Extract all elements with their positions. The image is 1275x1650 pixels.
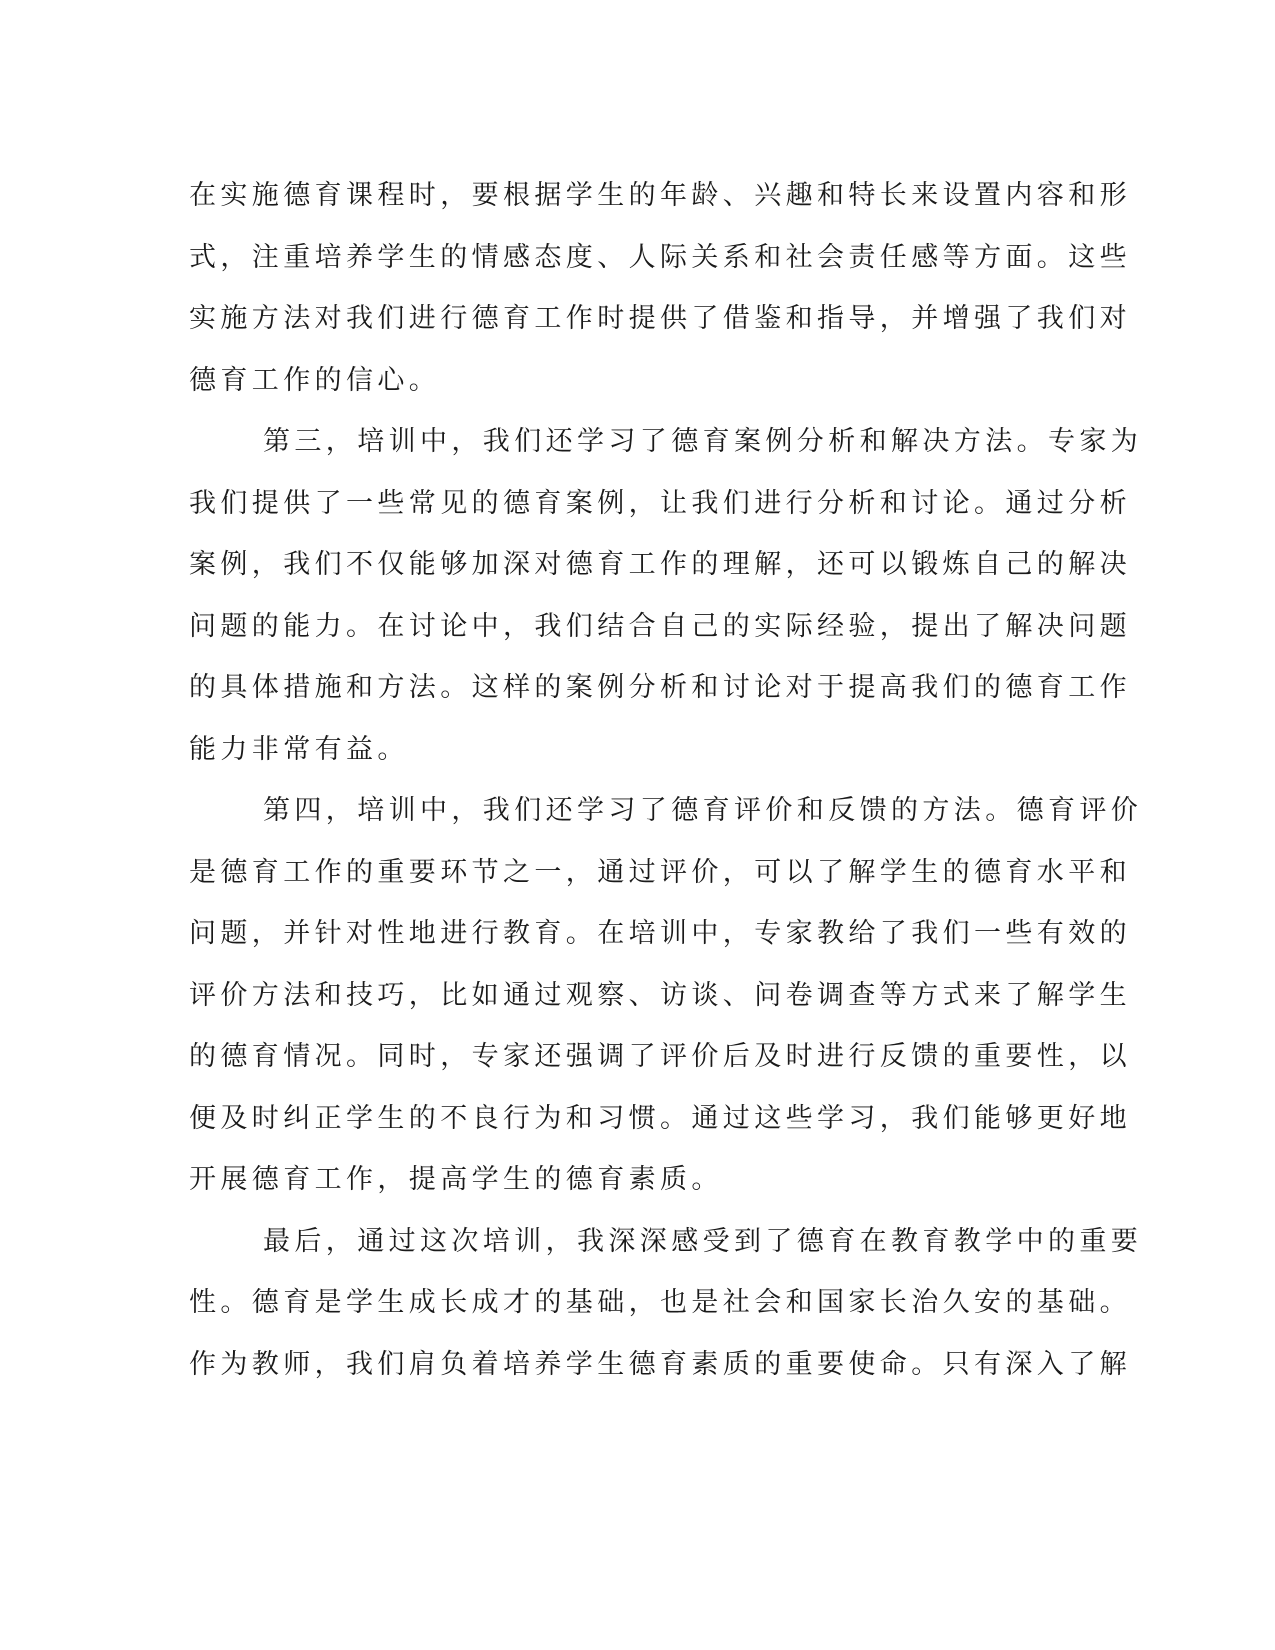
text-line: 便及时纠正学生的不良行为和习惯。通过这些学习，我们能够更好地 <box>189 1102 1131 1134</box>
paragraph <box>189 780 1143 1211</box>
text-line: 问题的能力。在讨论中，我们结合自己的实际经验，提出了解决问题 <box>189 610 1131 642</box>
paragraph <box>189 165 1131 411</box>
text-line: 案例，我们不仅能够加深对德育工作的理解，还可以锻炼自己的解决 <box>189 549 1131 580</box>
text-line: 最后，通过这次培训，我深深感受到了德育在教育教学中的重要 <box>263 1225 1143 1257</box>
text-line: 能力非常有益。 <box>189 733 409 765</box>
text-line: 的德育情况。同时，专家还强调了评价后及时进行反馈的重要性，以 <box>189 1041 1131 1072</box>
text-line: 的具体措施和方法。这样的案例分析和讨论对于提高我们的德育工作 <box>189 672 1131 703</box>
text-line: 式，注重培养学生的情感态度、人际关系和社会责任感等方面。这些 <box>189 241 1131 273</box>
text-line: 德育工作的信心。 <box>189 364 441 396</box>
text-line: 在实施德育课程时，要根据学生的年龄、兴趣和特长来设置内容和形 <box>189 180 1131 211</box>
text-line: 我们提供了一些常见的德育案例，让我们进行分析和讨论。通过分析 <box>189 487 1131 519</box>
text-line: 实施方法对我们进行德育工作时提供了借鉴和指导，并增强了我们对 <box>189 303 1131 334</box>
text-line: 是德育工作的重要环节之一，通过评价，可以了解学生的德育水平和 <box>189 856 1131 888</box>
paragraph <box>189 1211 1143 1396</box>
text-line: 第四，培训中，我们还学习了德育评价和反馈的方法。德育评价 <box>263 795 1143 826</box>
text-line: 性。德育是学生成长成才的基础，也是社会和国家长治久安的基础。 <box>189 1287 1131 1318</box>
body-text <box>189 165 1143 1395</box>
text-line: 问题，并针对性地进行教育。在培训中，专家教给了我们一些有效的 <box>189 918 1131 949</box>
text-line: 开展德育工作，提高学生的德育素质。 <box>189 1164 723 1195</box>
text-line: 作为教师，我们肩负着培养学生德育素质的重要使命。只有深入了解 <box>189 1348 1131 1380</box>
text-line: 评价方法和技巧，比如通过观察、访谈、问卷调查等方式来了解学生 <box>189 979 1131 1011</box>
text-line: 第三，培训中，我们还学习了德育案例分析和解决方法。专家为 <box>263 426 1143 457</box>
paragraph <box>189 411 1143 780</box>
